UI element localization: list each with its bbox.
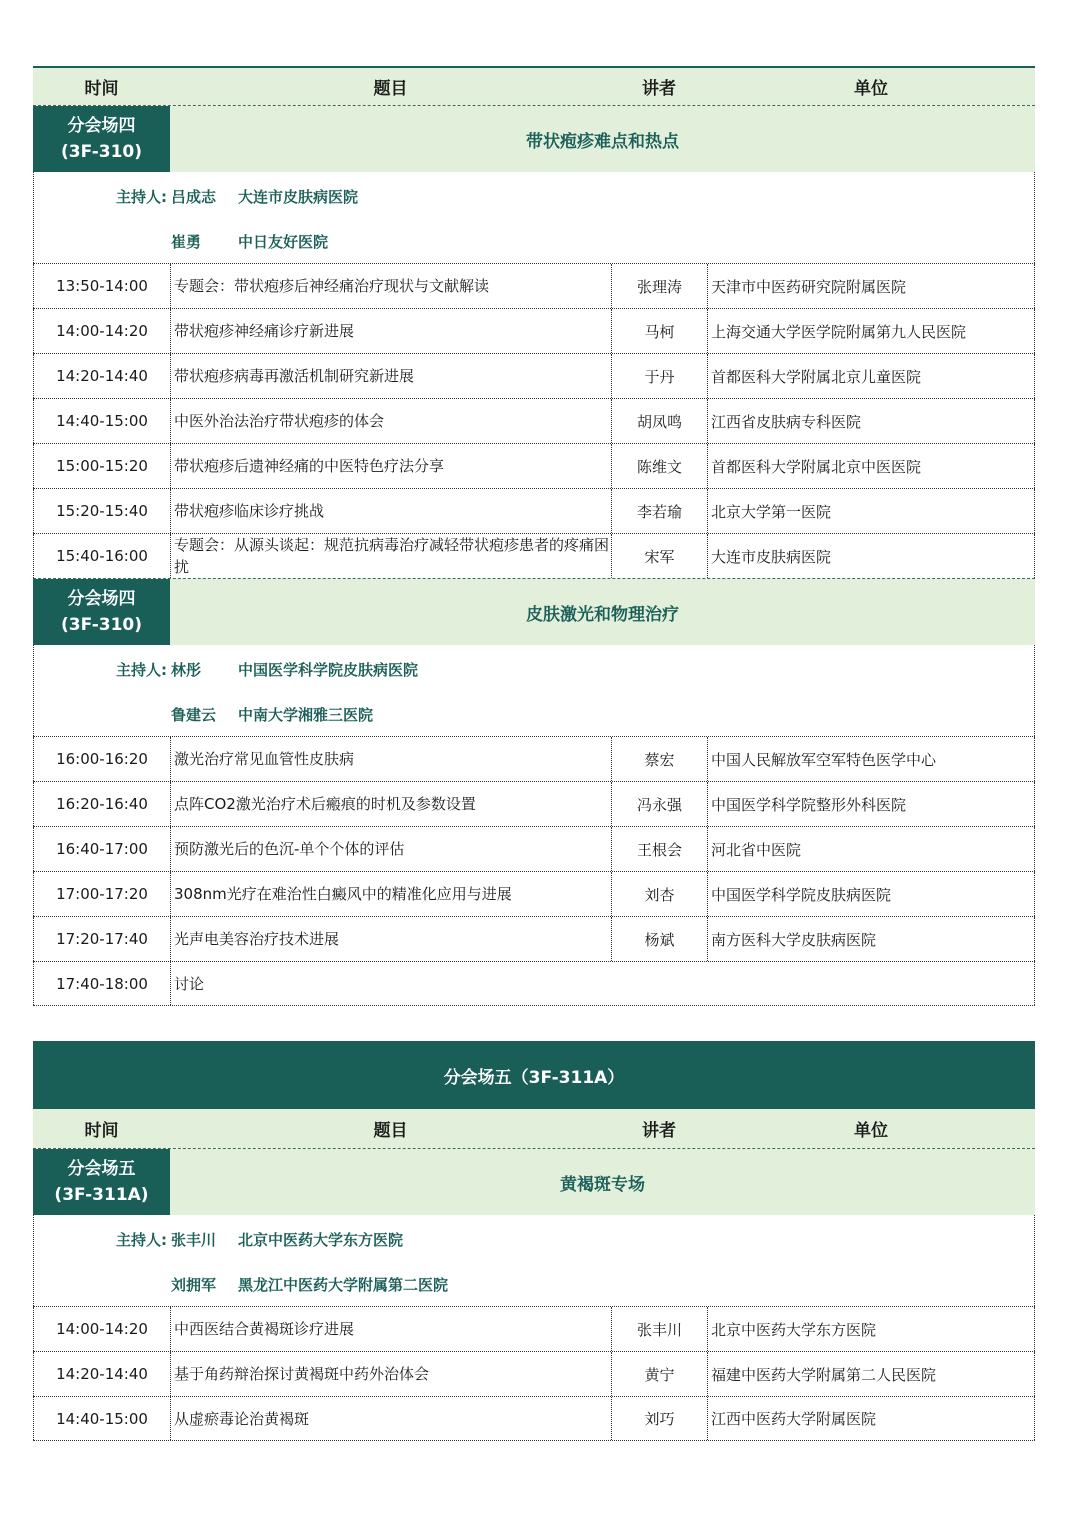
speaker-cell: 杨斌 xyxy=(611,917,707,961)
session-title: 皮肤激光和物理治疗 xyxy=(170,579,1035,645)
org-cell: 南方医科大学皮肤病医院 xyxy=(707,917,1035,961)
table-row xyxy=(33,308,1035,353)
time-cell: 14:40-15:00 xyxy=(33,399,170,443)
topic-cell: 带状疱疹后遗神经痛的中医特色疗法分享 xyxy=(170,444,611,488)
host-line xyxy=(34,657,1034,702)
topic-cell: 带状疱疹神经痛诊疗新进展 xyxy=(170,309,611,353)
table-row xyxy=(33,826,1035,871)
session-title: 带状疱疹难点和热点 xyxy=(170,106,1035,172)
session-title: 黄褐斑专场 xyxy=(170,1149,1035,1215)
host-line xyxy=(34,184,1034,229)
time-cell: 13:50-14:00 xyxy=(33,264,170,308)
header-time: 时间 xyxy=(84,79,119,99)
host-label: 主持人: xyxy=(116,188,167,206)
time-cell: 15:00-15:20 xyxy=(33,444,170,488)
host-org: 黑龙江中医药大学附属第二医院 xyxy=(238,1276,449,1294)
speaker-cell: 蔡宏 xyxy=(611,737,707,781)
host-line xyxy=(34,1227,1034,1272)
table-row xyxy=(33,916,1035,961)
hosts xyxy=(33,172,1035,263)
host-name: 崔勇 xyxy=(171,233,202,251)
header-time: 时间 xyxy=(84,1121,119,1141)
org-cell: 河北省中医院 xyxy=(707,827,1035,871)
org-cell: 上海交通大学医学院附属第九人民医院 xyxy=(707,309,1035,353)
org-cell: 福建中医药大学附属第二人民医院 xyxy=(707,1352,1035,1396)
host-org: 中南大学湘雅三医院 xyxy=(238,706,374,724)
speaker-cell: 王根会 xyxy=(611,827,707,871)
org-cell: 江西省皮肤病专科医院 xyxy=(707,399,1035,443)
session-header xyxy=(33,105,1035,172)
time-cell: 14:20-14:40 xyxy=(33,354,170,398)
time-cell: 17:20-17:40 xyxy=(33,917,170,961)
org-cell: 首都医科大学附属北京中医医院 xyxy=(707,444,1035,488)
venue-room: (3F-311A) xyxy=(54,1185,149,1205)
host-label: 主持人: xyxy=(116,661,167,679)
venue-label xyxy=(33,579,170,645)
topic-cell: 带状疱疹临床诊疗挑战 xyxy=(170,489,611,533)
topic-cell: 带状疱疹病毒再激活机制研究新进展 xyxy=(170,354,611,398)
table-row xyxy=(33,1306,1035,1351)
org-cell: 首都医科大学附属北京儿童医院 xyxy=(707,354,1035,398)
host-name: 刘拥军 xyxy=(171,1276,217,1294)
time-cell: 17:40-18:00 xyxy=(33,962,170,1005)
time-cell: 15:20-15:40 xyxy=(33,489,170,533)
org-cell: 中国人民解放军空军特色医学中心 xyxy=(707,737,1035,781)
session-header xyxy=(33,1148,1035,1215)
table-row xyxy=(33,398,1035,443)
topic-cell: 从虚瘀毒论治黄褐斑 xyxy=(170,1397,611,1440)
host-org: 中日友好医院 xyxy=(238,233,329,251)
column-header xyxy=(33,1109,1035,1148)
venue-room: (3F-310) xyxy=(61,142,142,162)
org-cell: 天津市中医药研究院附属医院 xyxy=(707,264,1035,308)
table-row xyxy=(33,1351,1035,1396)
table-row xyxy=(33,1396,1035,1441)
room-banner: 分会场五（3F-311A） xyxy=(33,1041,1035,1109)
topic-cell: 基于角药辩治探讨黄褐斑中药外治体会 xyxy=(170,1352,611,1396)
org-cell: 北京大学第一医院 xyxy=(707,489,1035,533)
column-header xyxy=(33,66,1035,105)
host-org: 中国医学科学院皮肤病医院 xyxy=(238,661,419,679)
table-row xyxy=(33,871,1035,916)
speaker-cell: 李若瑜 xyxy=(611,489,707,533)
org-cell: 北京中医药大学东方医院 xyxy=(707,1307,1035,1351)
speaker-cell: 胡凤鸣 xyxy=(611,399,707,443)
session-header xyxy=(33,578,1035,645)
venue-label xyxy=(33,106,170,172)
host-name: 张丰川 xyxy=(171,1231,217,1249)
host-name: 鲁建云 xyxy=(171,706,217,724)
table-row xyxy=(33,488,1035,533)
topic-cell: 专题会：带状疱疹后神经痛治疗现状与文献解读 xyxy=(170,264,611,308)
table-row xyxy=(33,533,1035,578)
schedule-block-venue-5 xyxy=(33,1041,1035,1441)
table-row xyxy=(33,353,1035,398)
speaker-cell: 黄宁 xyxy=(611,1352,707,1396)
time-cell: 14:00-14:20 xyxy=(33,1307,170,1351)
host-name: 吕成志 xyxy=(171,188,217,206)
speaker-cell: 冯永强 xyxy=(611,782,707,826)
topic-cell: 讨论 xyxy=(170,962,1035,1005)
venue-room: (3F-310) xyxy=(61,615,142,635)
header-topic: 题目 xyxy=(373,79,408,99)
topic-cell: 光声电美容治疗技术进展 xyxy=(170,917,611,961)
header-org: 单位 xyxy=(854,79,888,99)
topic-cell: 中西医结合黄褐斑诊疗进展 xyxy=(170,1307,611,1351)
time-cell: 15:40-16:00 xyxy=(33,534,170,578)
speaker-cell: 宋军 xyxy=(611,534,707,578)
time-cell: 14:20-14:40 xyxy=(33,1352,170,1396)
header-topic: 题目 xyxy=(373,1121,408,1141)
schedule-block-venue-4 xyxy=(33,66,1035,1006)
host-name: 林彤 xyxy=(171,661,202,679)
venue-label xyxy=(33,1149,170,1215)
venue-name: 分会场四 xyxy=(67,589,136,609)
topic-cell: 点阵CO2激光治疗术后瘢痕的时机及参数设置 xyxy=(170,782,611,826)
time-cell: 14:40-15:00 xyxy=(33,1397,170,1440)
table-row xyxy=(33,781,1035,826)
topic-cell: 预防激光后的色沉-单个个体的评估 xyxy=(170,827,611,871)
org-cell: 中国医学科学院皮肤病医院 xyxy=(707,872,1035,916)
host-org: 大连市皮肤病医院 xyxy=(238,188,359,206)
speaker-cell: 陈维文 xyxy=(611,444,707,488)
venue-name: 分会场四 xyxy=(67,116,136,136)
table-row xyxy=(33,263,1035,308)
topic-cell: 专题会：从源头谈起：规范抗病毒治疗减轻带状疱疹患者的疼痛困扰 xyxy=(170,534,611,578)
table-row xyxy=(33,961,1035,1006)
time-cell: 16:40-17:00 xyxy=(33,827,170,871)
speaker-cell: 刘杏 xyxy=(611,872,707,916)
hosts xyxy=(33,645,1035,736)
venue-name: 分会场五 xyxy=(67,1159,136,1179)
speaker-cell: 于丹 xyxy=(611,354,707,398)
header-org: 单位 xyxy=(854,1121,888,1141)
table-row xyxy=(33,736,1035,781)
hosts xyxy=(33,1215,1035,1306)
topic-cell: 激光治疗常见血管性皮肤病 xyxy=(170,737,611,781)
table-row xyxy=(33,443,1035,488)
org-cell: 大连市皮肤病医院 xyxy=(707,534,1035,578)
speaker-cell: 刘巧 xyxy=(611,1397,707,1440)
speaker-cell: 马柯 xyxy=(611,309,707,353)
topic-cell: 中医外治法治疗带状疱疹的体会 xyxy=(170,399,611,443)
speaker-cell: 张丰川 xyxy=(611,1307,707,1351)
header-speaker: 讲者 xyxy=(642,79,676,99)
org-cell: 江西中医药大学附属医院 xyxy=(707,1397,1035,1440)
time-cell: 14:00-14:20 xyxy=(33,309,170,353)
topic-cell: 308nm光疗在难治性白癜风中的精准化应用与进展 xyxy=(170,872,611,916)
speaker-cell: 张理涛 xyxy=(611,264,707,308)
host-org: 北京中医药大学东方医院 xyxy=(238,1231,404,1249)
org-cell: 中国医学科学院整形外科医院 xyxy=(707,782,1035,826)
header-speaker: 讲者 xyxy=(642,1121,676,1141)
host-label: 主持人: xyxy=(116,1231,167,1249)
time-cell: 16:20-16:40 xyxy=(33,782,170,826)
time-cell: 17:00-17:20 xyxy=(33,872,170,916)
time-cell: 16:00-16:20 xyxy=(33,737,170,781)
